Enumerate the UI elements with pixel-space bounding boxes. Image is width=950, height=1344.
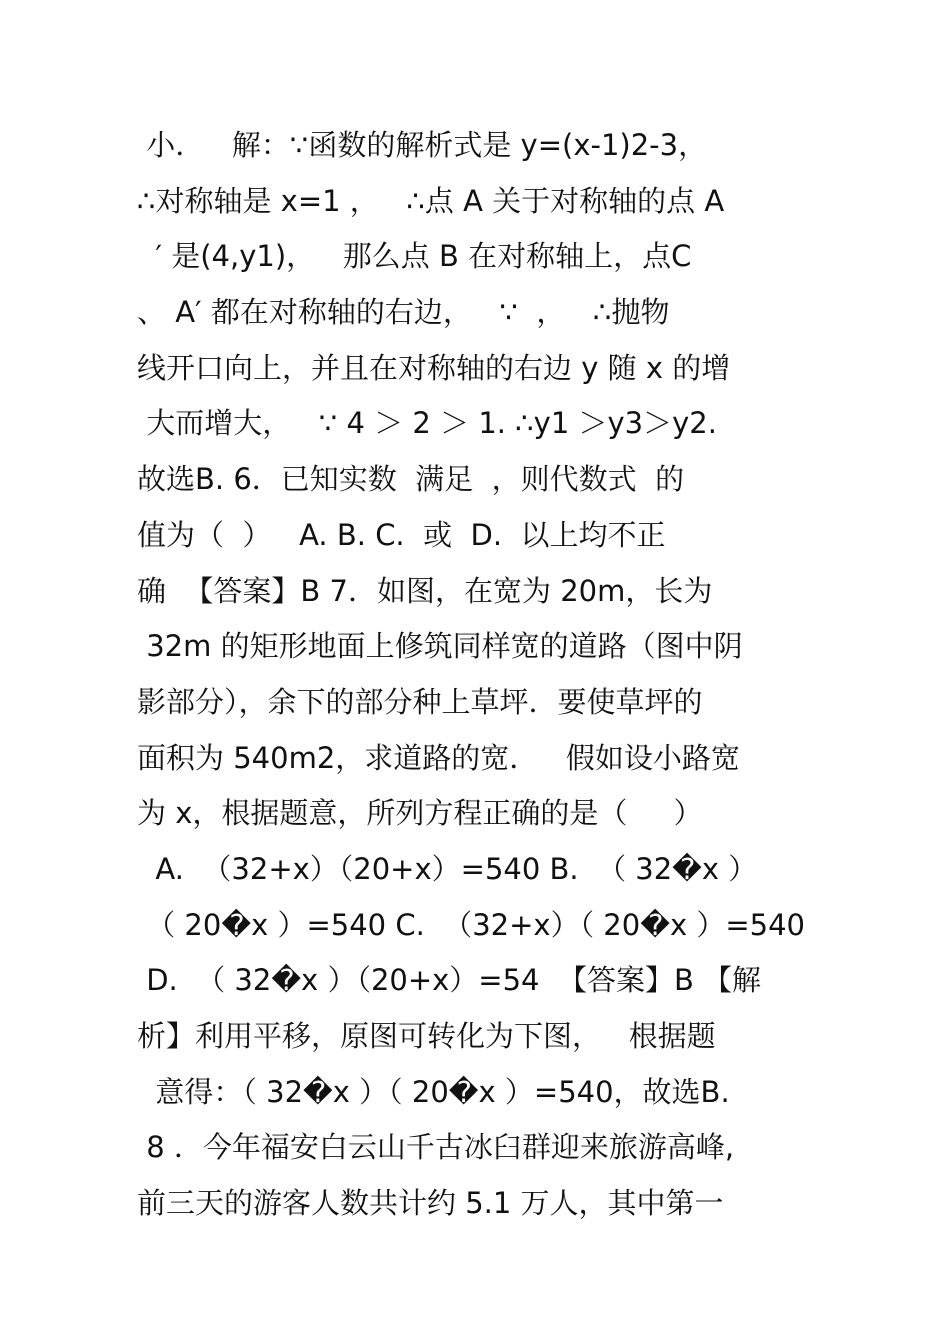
text-line-4: 、 A′ 都在对称轴的右边， ∵ ， ∴抛物: [137, 295, 670, 330]
text-line-5: 线开口向上，并且在对称轴的右边 y 随 x 的增: [137, 350, 731, 385]
text-line-3: ′ 是(4,y1)， 那么点 B 在对称轴上，点C: [137, 239, 692, 274]
text-line-8: 值为（ ） A. B. C. 或 D. 以上均不正: [137, 517, 666, 552]
text-line-16: D. （ 32�x ）（20+x）=54 【答案】B 【解: [137, 963, 762, 998]
text-line-18: 意得：（ 32�x ）（ 20�x ）=540，故选B.: [137, 1074, 730, 1109]
text-line-20: 前三天的游客人数共计约 5.1 万人，其中第一: [137, 1186, 724, 1221]
text-line-10: 32m 的矩形地面上修筑同样宽的道路（图中阴: [137, 629, 743, 664]
text-line-19: 8 ．今年福安白云山千古冰臼群迎来旅游高峰,: [137, 1130, 735, 1165]
text-line-6: 大而增大， ∵ 4 ＞ 2 ＞ 1. ∴y1 ＞y3＞y2.: [137, 406, 717, 441]
text-line-12: 面积为 540m2，求道路的宽． 假如设小路宽: [137, 740, 740, 775]
text-line-9: 确 【答案】B 7．如图，在宽为 20m，长为: [137, 573, 713, 608]
text-line-13: 为 x，根据题意，所列方程正确的是（ ）: [137, 796, 703, 831]
text-line-14: A. （32+x）（20+x）=540 B. （ 32�x ）: [137, 851, 758, 886]
text-line-1: 小． 解：∵函数的解析式是 y=(x-1)2-3，: [137, 128, 708, 162]
text-line-11: 影部分），余下的部分种上草坪．要使草坪的: [137, 684, 703, 719]
text-line-15: （ 20�x ）=540 C. （32+x）（ 20�x ）=540: [137, 907, 805, 942]
text-line-17: 析】利用平移，原图可转化为下图， 根据题: [137, 1019, 716, 1053]
text-line-2: ∴对称轴是 x=1 ， ∴点 A 关于对称轴的点 A: [137, 183, 725, 218]
text-line-7: 故选B. 6．已知实数 满足 ，则代数式 的: [137, 462, 685, 497]
document-text-block: [137, 118, 827, 1232]
